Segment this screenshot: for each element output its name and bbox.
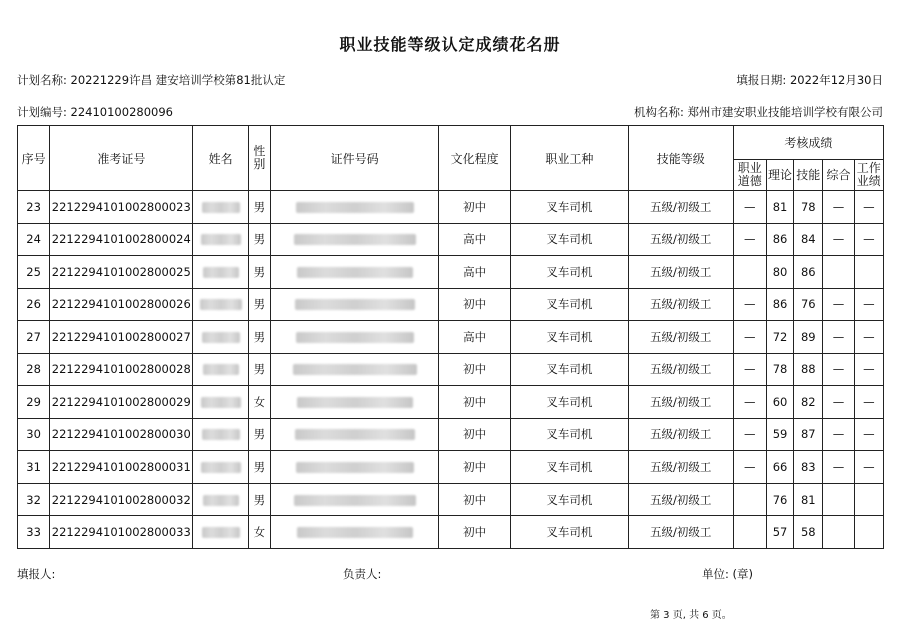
report-date [736,72,883,88]
cell-work-performance: — [854,451,883,484]
table-row [18,223,884,256]
cell-trade: 叉车司机 [510,386,628,419]
footer-unit: 单位: (章) [702,567,754,581]
cell-ethics: — [733,451,766,484]
cell-ethics [733,483,766,516]
cell-skill: 78 [794,191,823,224]
cell-work-performance: — [854,386,883,419]
cell-gender: 男 [248,191,270,224]
redacted-id-number [271,483,439,516]
table-row [18,353,884,386]
cell-exam-no: 2212294101002800032 [50,483,193,516]
cell-education: 初中 [439,288,511,321]
header-ethics [733,160,766,191]
redacted-name [193,353,248,386]
redaction-blur [296,332,414,343]
footer-filler: 填报人: [17,567,56,581]
cell-gender: 男 [248,256,270,289]
header-name: 姓名 [193,126,248,191]
cell-gender: 女 [248,386,270,419]
cell-skill: 58 [794,516,823,549]
redaction-blur [201,234,241,245]
cell-trade: 叉车司机 [510,483,628,516]
cell-skill: 89 [794,321,823,354]
cell-ethics: — [733,191,766,224]
cell-exam-no: 2212294101002800031 [50,451,193,484]
header-work-performance-text: 工作业绩 [856,161,881,188]
redaction-blur [297,527,413,538]
cell-education: 初中 [439,353,511,386]
report-date-value: 2022年12月30日 [789,73,883,87]
redacted-name [193,321,248,354]
cell-comprehensive [823,483,854,516]
redacted-id-number [271,256,439,289]
cell-ethics: — [733,321,766,354]
cell-level: 五级/初级工 [628,418,733,451]
plan-name-value: 20221229许昌 建安培训学校第81批认定 [70,73,286,87]
cell-level: 五级/初级工 [628,288,733,321]
cell-education: 初中 [439,516,511,549]
redaction-blur [295,429,415,440]
cell-level: 五级/初级工 [628,321,733,354]
redacted-name [193,386,248,419]
table-row [18,418,884,451]
plan-number [17,104,173,120]
cell-comprehensive: — [823,288,854,321]
cell-education: 高中 [439,223,511,256]
cell-theory: 86 [766,223,793,256]
cell-trade: 叉车司机 [510,191,628,224]
header-id-no: 证件号码 [271,126,439,191]
cell-theory: 72 [766,321,793,354]
redacted-id-number [271,353,439,386]
cell-ethics: — [733,353,766,386]
redacted-id-number [271,191,439,224]
cell-theory: 86 [766,288,793,321]
redaction-blur [203,364,239,375]
cell-seq: 27 [18,321,50,354]
cell-trade: 叉车司机 [510,321,628,354]
cell-exam-no: 2212294101002800028 [50,353,193,386]
cell-exam-no: 2212294101002800024 [50,223,193,256]
cell-ethics: — [733,223,766,256]
cell-education: 初中 [439,386,511,419]
cell-comprehensive: — [823,418,854,451]
redaction-blur [202,332,240,343]
cell-level: 五级/初级工 [628,353,733,386]
cell-theory: 78 [766,353,793,386]
redaction-blur [296,462,414,473]
redaction-blur [294,495,416,506]
cell-level: 五级/初级工 [628,191,733,224]
cell-work-performance: — [854,321,883,354]
redaction-blur [200,299,242,310]
cell-gender: 男 [248,223,270,256]
cell-gender: 男 [248,451,270,484]
cell-exam-no: 2212294101002800026 [50,288,193,321]
header-theory: 理论 [766,160,793,191]
cell-trade: 叉车司机 [510,223,628,256]
cell-education: 初中 [439,483,511,516]
header-work-performance [854,160,883,191]
cell-seq: 33 [18,516,50,549]
roster-body [18,191,884,549]
organization [634,104,883,120]
cell-seq: 25 [18,256,50,289]
cell-seq: 23 [18,191,50,224]
cell-skill: 83 [794,451,823,484]
cell-level: 五级/初级工 [628,256,733,289]
cell-skill: 86 [794,256,823,289]
plan-number-label: 计划编号: [17,105,67,119]
page-info: 第 3 页, 共 6 页。 [650,610,732,621]
redaction-blur [203,267,239,278]
cell-trade: 叉车司机 [510,451,628,484]
header-trade: 职业工种 [510,126,628,191]
cell-trade: 叉车司机 [510,288,628,321]
redacted-name [193,418,248,451]
redacted-name [193,516,248,549]
cell-trade: 叉车司机 [510,353,628,386]
redacted-name [193,483,248,516]
cell-gender: 男 [248,321,270,354]
cell-comprehensive: — [823,451,854,484]
header-skill: 技能 [794,160,823,191]
redaction-blur [293,364,417,375]
cell-work-performance [854,483,883,516]
redacted-name [193,288,248,321]
cell-work-performance: — [854,353,883,386]
redacted-id-number [271,418,439,451]
cell-comprehensive: — [823,321,854,354]
header-exam-no: 准考证号 [50,126,193,191]
cell-work-performance [854,256,883,289]
plan-name-label: 计划名称: [17,73,67,87]
document-title: 职业技能等级认定成绩花名册 [339,35,561,54]
redacted-name [193,256,248,289]
organization-value: 郑州市建安职业技能培训学校有限公司 [687,105,883,119]
table-row [18,191,884,224]
cell-gender: 男 [248,418,270,451]
cell-ethics [733,516,766,549]
header-education: 文化程度 [439,126,511,191]
table-row [18,386,884,419]
cell-skill: 82 [794,386,823,419]
cell-skill: 76 [794,288,823,321]
table-row [18,256,884,289]
redaction-blur [202,202,240,213]
redacted-id-number [271,223,439,256]
cell-work-performance [854,516,883,549]
table-row [18,483,884,516]
cell-theory: 66 [766,451,793,484]
redaction-blur [297,267,413,278]
cell-gender: 女 [248,516,270,549]
cell-theory: 57 [766,516,793,549]
header-seq: 序号 [18,126,50,191]
cell-education: 高中 [439,256,511,289]
cell-work-performance: — [854,191,883,224]
redacted-name [193,451,248,484]
cell-exam-no: 2212294101002800033 [50,516,193,549]
redacted-id-number [271,516,439,549]
cell-gender: 男 [248,353,270,386]
redacted-id-number [271,288,439,321]
cell-comprehensive: — [823,191,854,224]
redacted-name [193,223,248,256]
cell-education: 初中 [439,191,511,224]
redaction-blur [201,397,241,408]
report-date-label: 填报日期: [736,73,787,87]
cell-theory: 81 [766,191,793,224]
cell-exam-no: 2212294101002800025 [50,256,193,289]
cell-theory: 59 [766,418,793,451]
redaction-blur [201,462,241,473]
cell-trade: 叉车司机 [510,256,628,289]
header-scores: 考核成绩 [733,126,883,160]
cell-ethics [733,256,766,289]
cell-trade: 叉车司机 [510,516,628,549]
header-ethics-text: 职业道德 [737,161,762,188]
cell-level: 五级/初级工 [628,516,733,549]
cell-theory: 80 [766,256,793,289]
cell-seq: 24 [18,223,50,256]
cell-seq: 30 [18,418,50,451]
cell-exam-no: 2212294101002800027 [50,321,193,354]
table-row [18,451,884,484]
cell-skill: 88 [794,353,823,386]
cell-ethics: — [733,386,766,419]
cell-skill: 81 [794,483,823,516]
cell-comprehensive [823,256,854,289]
table-row [18,516,884,549]
cell-education: 初中 [439,418,511,451]
cell-gender: 男 [248,483,270,516]
redaction-blur [295,299,415,310]
cell-comprehensive: — [823,223,854,256]
cell-exam-no: 2212294101002800029 [50,386,193,419]
redacted-name [193,191,248,224]
cell-level: 五级/初级工 [628,451,733,484]
redacted-id-number [271,386,439,419]
cell-seq: 29 [18,386,50,419]
cell-work-performance: — [854,418,883,451]
header-gender [248,126,270,191]
cell-exam-no: 2212294101002800023 [50,191,193,224]
cell-seq: 28 [18,353,50,386]
cell-seq: 31 [18,451,50,484]
cell-comprehensive: — [823,353,854,386]
cell-ethics: — [733,288,766,321]
header-comprehensive: 综合 [823,160,854,191]
cell-comprehensive [823,516,854,549]
redaction-blur [202,429,240,440]
score-roster-table [17,125,884,549]
table-row [18,288,884,321]
cell-trade: 叉车司机 [510,418,628,451]
redaction-blur [297,397,413,408]
cell-gender: 男 [248,288,270,321]
cell-work-performance: — [854,288,883,321]
redaction-blur [294,234,416,245]
cell-theory: 60 [766,386,793,419]
cell-ethics: — [733,418,766,451]
redaction-blur [203,495,239,506]
cell-seq: 26 [18,288,50,321]
redaction-blur [202,527,240,538]
header-level: 技能等级 [628,126,733,191]
redacted-id-number [271,321,439,354]
table-row [18,321,884,354]
cell-level: 五级/初级工 [628,386,733,419]
cell-level: 五级/初级工 [628,223,733,256]
plan-name [17,72,285,88]
cell-work-performance: — [854,223,883,256]
cell-education: 高中 [439,321,511,354]
plan-number-value: 22410100280096 [70,105,173,119]
cell-theory: 76 [766,483,793,516]
header-gender-text: 性别 [253,144,266,171]
redacted-id-number [271,451,439,484]
cell-skill: 84 [794,223,823,256]
cell-level: 五级/初级工 [628,483,733,516]
cell-exam-no: 2212294101002800030 [50,418,193,451]
footer-responsible: 负责人: [343,567,382,581]
cell-comprehensive: — [823,386,854,419]
cell-education: 初中 [439,451,511,484]
cell-skill: 87 [794,418,823,451]
redaction-blur [296,202,414,213]
cell-seq: 32 [18,483,50,516]
organization-label: 机构名称: [633,105,684,119]
